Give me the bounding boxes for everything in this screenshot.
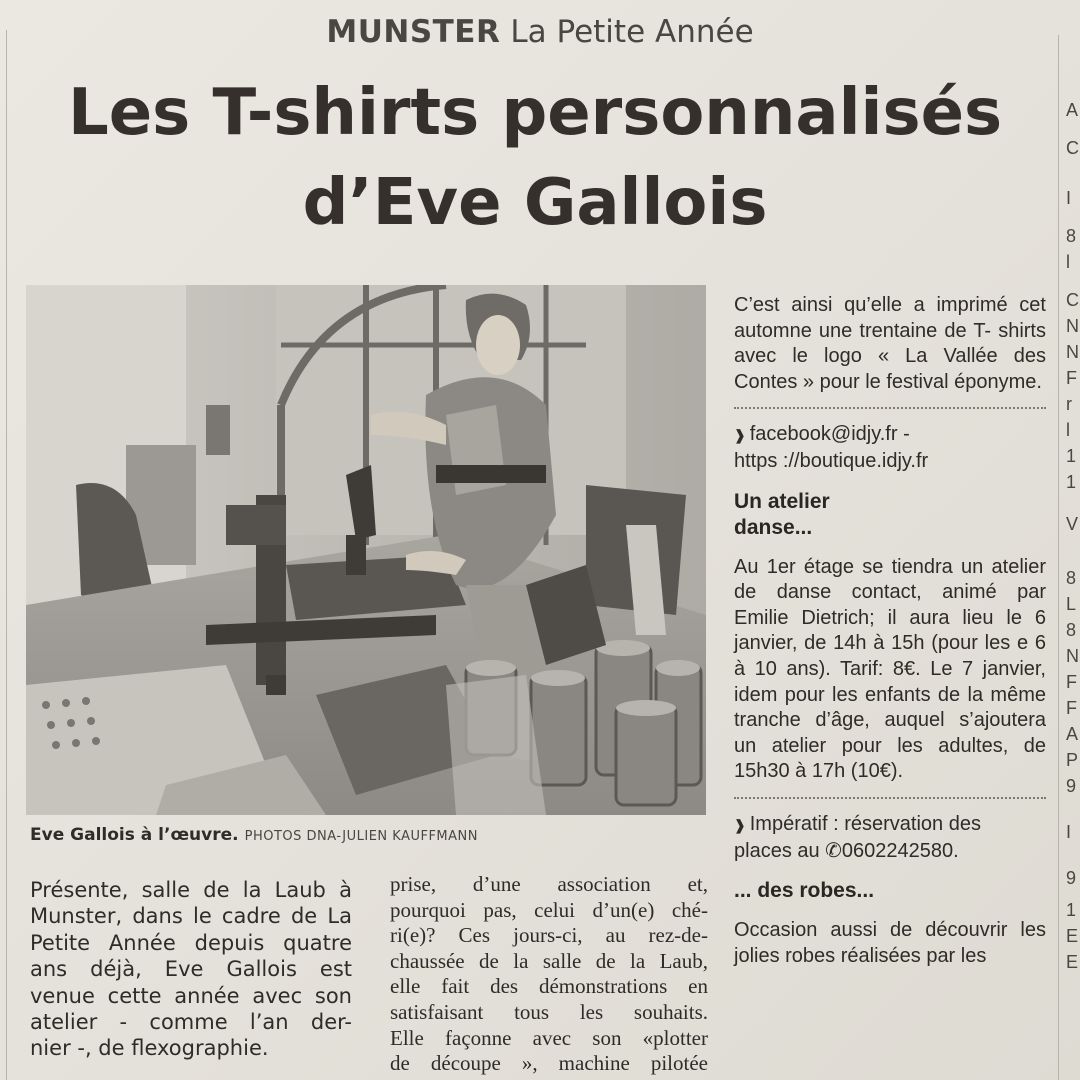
edge-letter: r [1066,394,1072,414]
edge-letter: C [1066,290,1079,310]
edge-letter: C [1066,138,1079,158]
robes-paragraph [734,918,1046,969]
edge-letter: P [1066,750,1079,770]
text-line: ri(e)? Ces jours-ci, au rez-de- [390,923,708,948]
edge-letter: F [1066,368,1077,388]
text-line: 17h (10€). [811,760,904,783]
intro-paragraph [734,293,1046,395]
headline-line-2: d’Eve Gallois [302,166,768,240]
bullet-arrow-icon: ❱ [734,427,746,444]
text-line: venue cette année avec son [30,983,352,1008]
edge-letter: l [1066,252,1070,272]
text-line: shirts avec le logo « La Vallée [734,319,1046,368]
kicker [0,14,1080,50]
edge-letter: 9 [1066,868,1077,888]
edge-letter: I [1066,822,1072,842]
reservation-block [734,812,1046,864]
text-line: pour les adultes, de 15h30 à [734,734,1047,783]
text-line: Occasion aussi de découvrir les [734,919,1046,942]
text-line: des Contes » pour le festival [734,345,1046,393]
text-line: Munster, dans le cadre de La [30,904,352,929]
text-line: auquel s’ajoutera un atelier [734,709,1046,757]
edge-letter: E [1066,952,1079,972]
headline-line-1: Les T-shirts personnalisés [67,76,1003,150]
edge-letter: 8 [1066,226,1077,246]
edge-letter: N [1066,342,1079,362]
edge-letter: l [1066,420,1070,440]
links-block [734,422,1046,474]
edge-letter: 1 [1066,446,1077,466]
body-column-middle [390,872,708,1077]
bullet-arrow-icon: ❱ [734,816,746,833]
text-line: elle fait des démonstrations en [390,974,708,999]
text-line: ans déjà, Eve Gallois est [30,957,352,982]
dotted-separator [734,797,1046,799]
kicker-location: MUNSTER [326,14,501,50]
subhead-line: danse... [734,515,813,539]
edge-letter: 1 [1066,472,1077,492]
reservation-line: Impératif : réservation des [749,812,981,835]
edge-letter: E [1066,926,1079,946]
photo-illustration [26,285,706,815]
photo-credit: PHOTOS DNA-JULIEN KAUFFMANN [244,829,478,844]
body-column-left [30,877,352,1062]
text-line: chaussée de la salle de la Laub, [390,948,708,973]
edge-letter: N [1066,316,1079,336]
text-line: prise, d’une association et, [390,872,708,896]
text-line: les e 6 à 10 ans). Tarif: 8€. Le [734,632,1046,680]
text-line: éponyme. [954,370,1042,393]
dance-paragraph [734,555,1046,785]
text-line: Présente, salle de la Laub à [30,878,352,902]
boutique-link[interactable]: https ://boutique.idjy.fr [734,449,929,472]
edge-letter: A [1066,724,1079,744]
subhead-line: Un atelier [734,489,830,513]
edge-letter: 8 [1066,620,1077,640]
edge-letter: 1 [1066,900,1077,920]
text-line: automne une trentaine de T- [734,319,992,342]
text-line: jolies robes réalisées par les [734,944,987,967]
text-line: 7 janvier, idem pour les enfants [734,657,1046,706]
edge-letter: L [1066,594,1077,614]
text-line: de danse contact, animé par [734,581,1046,604]
text-line: Elle façonne avec son «plotter [390,1025,708,1050]
reservation-phone: places au ✆0602242580. [734,839,959,862]
photo-caption [30,825,478,845]
edge-letter: N [1066,646,1079,666]
text-line: atelier - comme l’an der- [30,1010,352,1035]
text-line: pourquoi pas, celui d’un(e) ché- [390,897,708,922]
edge-letter: I [1066,188,1072,208]
text-line: de découpe », machine pilotée [390,1051,708,1076]
right-column [734,293,1046,969]
kicker-section: La Petite Année [510,14,754,50]
caption-text: Eve Gallois à l’œuvre. [30,825,239,845]
article-photo [26,285,706,815]
edge-letter: F [1066,698,1077,718]
edge-letter: A [1066,100,1079,120]
text-line: Emilie Dietrich; il aura lieu le [734,606,1022,629]
edge-letter: V [1066,514,1079,534]
edge-letter: 9 [1066,776,1077,796]
facebook-link[interactable]: facebook@idjy.fr - [749,423,910,446]
subhead-dance [734,489,1046,541]
text-line: C’est ainsi qu’elle a imprimé cet [734,294,1046,316]
text-line: nier -, de flexographie. [30,1036,269,1061]
text-line: Petite Année depuis quatre [30,930,352,955]
subhead-robes: ... des robes... [734,879,875,903]
headline [0,68,1070,248]
edge-letter: F [1066,672,1077,692]
text-line: 6 janvier, de 14h à 15h (pour [734,606,1047,655]
text-line: de la même tranche d’âge, [734,683,1046,732]
text-line: satisfaisant tous les souhaits. [390,999,708,1024]
dotted-separator [734,407,1046,409]
edge-letter: 8 [1066,568,1077,588]
text-line: Au 1er étage se tiendra un atelier [734,555,1046,578]
